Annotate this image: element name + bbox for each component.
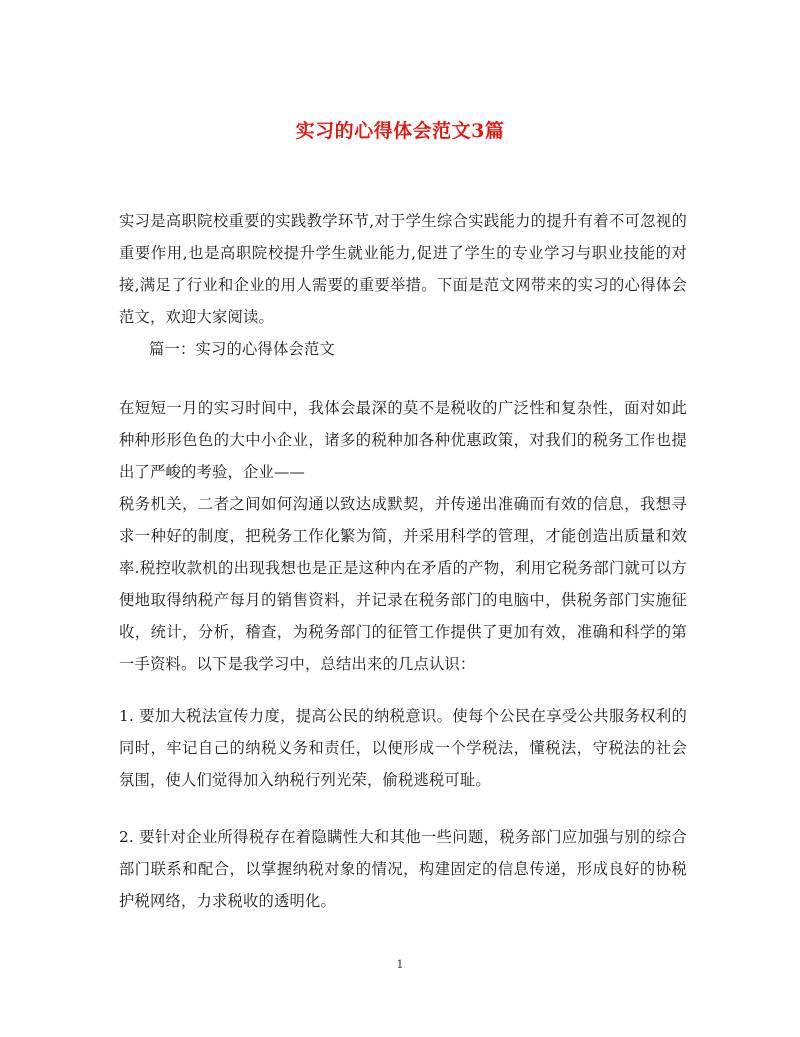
page-number: 1 [396, 958, 404, 971]
paragraph-1a: 在短短一月的实习时间中，我体会最深的莫不是税收的广泛性和复杂性，面对如此种种形形色色的大中小企业，诸多的税种加各种优惠政策，对我们的税务工作也提出了严峻的考验，企业—— [119, 399, 687, 481]
point-1-block [119, 700, 687, 796]
point-2-paragraph: 2. 要针对企业所得税存在着隐瞒性大和其他一些问题，税务部门应加强与别的综合部门联系和配合，以掌握纳税对象的情况，构建固定的信息传递，形成良好的协税护税网络，力求税收的透明化。 [119, 828, 687, 910]
point-2-block [119, 821, 687, 917]
paragraph-1b: 税务机关，二者之间如何沟通以致达成默契，并传递出准确而有效的信息，我想寻求一种好的制度，把税务工作化繁为简，并采用科学的管理，才能创造出质量和效率.税控收款机的出现我想也是正是这种内在矛盾的产物，利用它税务部门就可以方便地取得纳税产每月的销售资料，并记录在税务部门的电脑中，供税务部门实施征收，统计，分析，稽查，为税务部门的征管工作提供了更加有效，准确和科学的第一手资料。以下是我学习中，总结出来的几点认识： [119, 495, 687, 673]
point-1-paragraph: 1. 要加大税法宣传力度，提高公民的纳税意识。使每个公民在享受公共服务权利的同时，牢记自己的纳税义务和责任，以便形成一个学税法，懂税法，守税法的社会氛围，使人们觉得加入纳税行列光荣，偷税逃税可耻。 [119, 707, 687, 789]
intro-block [119, 205, 687, 365]
section-heading: 篇一：实习的心得体会范文 [149, 340, 335, 358]
intro-paragraph: 实习是高职院校重要的实践教学环节,对于学生综合实践能力的提升有着不可忽视的重要作用,也是高职院校提升学生就业能力,促进了学生的专业学习与职业技能的对接,满足了行业和企业的用人需要的重要举措。下面是范文网带来的实习的心得体会范文，欢迎大家阅读。 [119, 212, 687, 326]
body-block-1 [119, 392, 687, 680]
document-title: 实习的心得体会范文3篇 [295, 120, 505, 142]
